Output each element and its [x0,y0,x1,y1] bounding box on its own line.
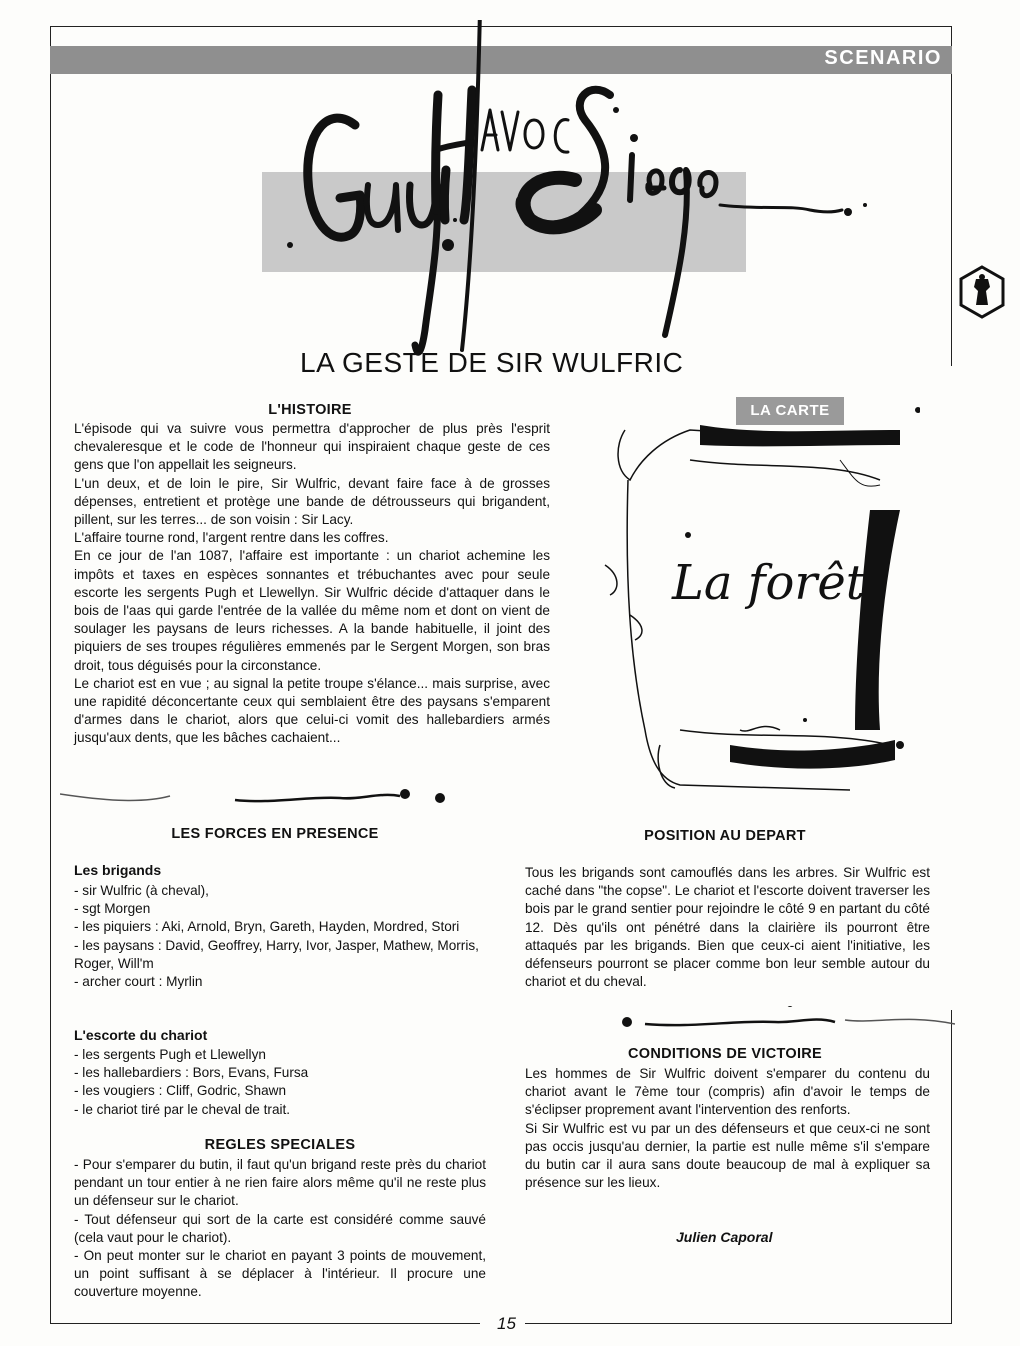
frame-bottom-line-right [525,1323,952,1324]
position-heading: POSITION AU DEPART [644,828,806,844]
section-label: SCENARIO [824,47,942,69]
frame-right-line [951,26,952,366]
regles-item: - Tout défenseur qui sort de la carte est considéré comme sauvé (cela vaut pour le chariot). [74,1211,486,1245]
histoire-paragraph: L'épisode qui va suivre vous permettra d'approcher de plus près l'esprit chevaleresque et le code de l'honneur qui inspiraient chaque geste de ces gens que l'on appellait les seigneurs. [74,421,550,473]
position-paragraph: Tous les brigands sont camouflés dans les arbres. Sir Wulfric est caché dans "the copse". Le chariot et l'escorte doivent traverser les bois par le grand sentier pour rejoindre le côté 9 en partant du côté 12. Dès qu'ils ont pénétré dans la clairière ils pourront être attaqués par les brigands. Bien que ceux-ci aient l'initiative, les défenseurs pourront se placer comme bon leur semble autour du chariot et du cheval. [525,865,930,990]
forces-heading: LES FORCES EN PRESENCE [171,826,379,842]
victoire-heading: CONDITIONS DE VICTOIRE [627,1046,823,1062]
scenario-title: LA GESTE DE SIR WULFRIC [300,347,684,378]
victoire-paragraph: Si Sir Wulfric est vu par un des défenseurs et que ceux-ci ne sont pas occis jusqu'au dernier, la partie est nulle même s'il s'empare du butin car il aura sans doute beaucoup de mal à expliquer sa présence sur les lieux. [525,1120,930,1191]
histoire-paragraph: L'un deux, et de loin le pire, Sir Wulfric, devant faire face à de grosses dépenses, entretient et protège une bande de détrousseurs qui brigandent, pillent, sur les terres... de son voisin : Sir Lacy. [74,475,550,528]
histoire-paragraph: En ce jour de l'an 1087, l'affaire est importante : un chariot achemine les impôts et taxes en espèces sonnantes et trébuchantes avec pour seule escorte les sergents Pugh et Llewellyn. Sir Wulfric décide d'attaquer dans le bois de l'aas qui garde l'entrée de la vallée du même nom et dont on vient de soulager les paysans de leurs richesses. A la bande habituelle, il joint des piquiers de ses troupes régulières emmenés par le Sergent Morgen, son bras droit, tous déguisés pour la circonstance. [74,548,550,673]
list-item: - le chariot tiré par le cheval de trait. [74,1101,291,1117]
map-caption: La forêt [672,555,866,611]
victoire-text [525,1065,930,1192]
list-item: - sgt Morgen [74,901,151,917]
regles-heading: REGLES SPECIALES [204,1137,356,1153]
brigands-list [74,882,486,991]
page-number: 15 [497,1314,516,1333]
list-item: - les hallebardiers : Bors, Evans, Fursa [74,1065,309,1081]
decorative-divider [615,1006,955,1032]
regles-item: - On peut monter sur le chariot en payant 3 points de mouvement, un point suffisant à se déplacer à l'intérieur. Il procure une couverture moyenne. [74,1248,486,1300]
frame-bottom-line-left [50,1323,480,1324]
list-item: - les sergents Pugh et Llewellyn [74,1047,266,1062]
title-logo [250,20,880,365]
list-item: - les paysans : David, Geoffrey, Harry, Ivor, Jasper, Mathew, Morris, Roger, Will'm [74,937,479,971]
histoire-heading: L'HISTOIRE [268,402,352,418]
decorative-divider [60,782,480,812]
position-text [525,864,930,991]
knight-helmet-icon [958,265,1006,319]
brigands-title: Les brigands [74,862,162,878]
list-item: - les vougiers : Cliff, Godric, Shawn [74,1083,287,1099]
list-item: - sir Wulfric (à cheval), [74,883,209,898]
victoire-paragraph: Les hommes de Sir Wulfric doivent s'emparer du contenu du chariot avant le 7ème tour (compris) afin d'avoir le temps de s'éclipser proprement avant l'intervention des renforts. [525,1066,930,1118]
histoire-text [74,420,550,748]
regles-text [74,1156,486,1302]
list-item: - les piquiers : Aki, Arnold, Bryn, Gareth, Hayden, Mordred, Stori [74,919,460,935]
escorte-list [74,1046,486,1119]
author-signature: Julien Caporal [676,1229,773,1245]
frame-left-line [50,26,51,1324]
map-label: LA CARTE [736,397,844,425]
histoire-paragraph: L'affaire tourne rond, l'argent rentre dans les coffres. [74,530,389,546]
escorte-title: L'escorte du chariot [74,1027,208,1043]
regles-item: - Pour s'emparer du butin, il faut qu'un brigand reste près du chariot pendant un tour entier à ne rien faire alors même qu'il ne reste plus un défenseur sur le chariot. [74,1157,486,1209]
list-item: - archer court : Myrlin [74,974,203,990]
frame-right-line-lower [951,1010,952,1324]
histoire-paragraph: Le chariot est en vue ; au signal la petite troupe s'élance... mais surprise, avec une rapidité déconcertante ceux qui semblaient être des paysans s'emparent d'armes dans le chariot, alors que celui-ci vomit des hallebardiers armés jusqu'aux dents, que les bâches cachaient... [74,675,550,746]
